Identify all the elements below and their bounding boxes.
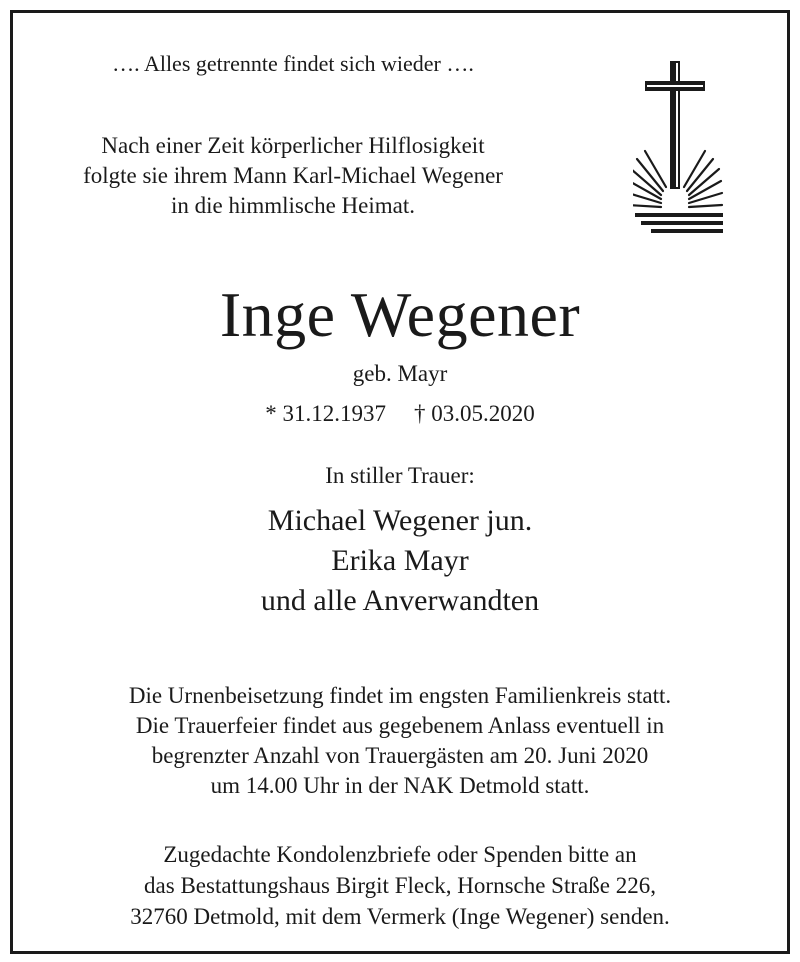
burial-line: begrenzter Anzahl von Trauergästen am 20. Juni 2020 xyxy=(151,743,649,768)
burial-line: Die Trauerfeier findet aus gegebenem Anlass eventuell in xyxy=(135,713,665,738)
nak-cross-emblem-icon xyxy=(633,43,768,243)
birth-name: geb. Mayr xyxy=(352,361,448,386)
intro-line: in die himmlische Heimat. xyxy=(170,193,415,218)
burial-line: um 14.00 Uhr in der NAK Detmold statt. xyxy=(210,773,590,798)
deceased-name: Inge Wegener xyxy=(219,279,581,350)
mourner: Erika Mayr xyxy=(331,544,469,577)
death-date: † 03.05.2020 xyxy=(414,401,535,426)
mourners-list xyxy=(13,501,787,621)
burial-notice xyxy=(13,681,787,801)
condolence-line: Zugedachte Kondolenzbriefe oder Spenden bitte an xyxy=(163,842,637,867)
condolence-line: das Bestattungshaus Birgit Fleck, Hornsche Straße 226, xyxy=(144,873,656,898)
mourner: Michael Wegener jun. xyxy=(267,504,533,537)
intro-line: folgte sie ihrem Mann Karl-Michael Wegener xyxy=(83,163,503,188)
mourner: und alle Anverwandten xyxy=(260,584,540,617)
condolence-line: 32760 Detmold, mit dem Vermerk (Inge Wegener) senden. xyxy=(130,904,670,929)
burial-line: Die Urnenbeisetzung findet im engsten Familienkreis statt. xyxy=(128,683,672,708)
motto: …. Alles getrennte findet sich wieder …. xyxy=(112,51,474,76)
obituary-frame xyxy=(10,10,790,954)
intro-text xyxy=(13,131,573,221)
intro-line: Nach einer Zeit körperlicher Hilflosigkeit xyxy=(101,133,485,158)
life-dates xyxy=(13,401,787,427)
mourning-label: In stiller Trauer: xyxy=(325,463,475,488)
birth-date: * 31.12.1937 xyxy=(265,401,386,426)
condolence-notice xyxy=(13,839,787,932)
